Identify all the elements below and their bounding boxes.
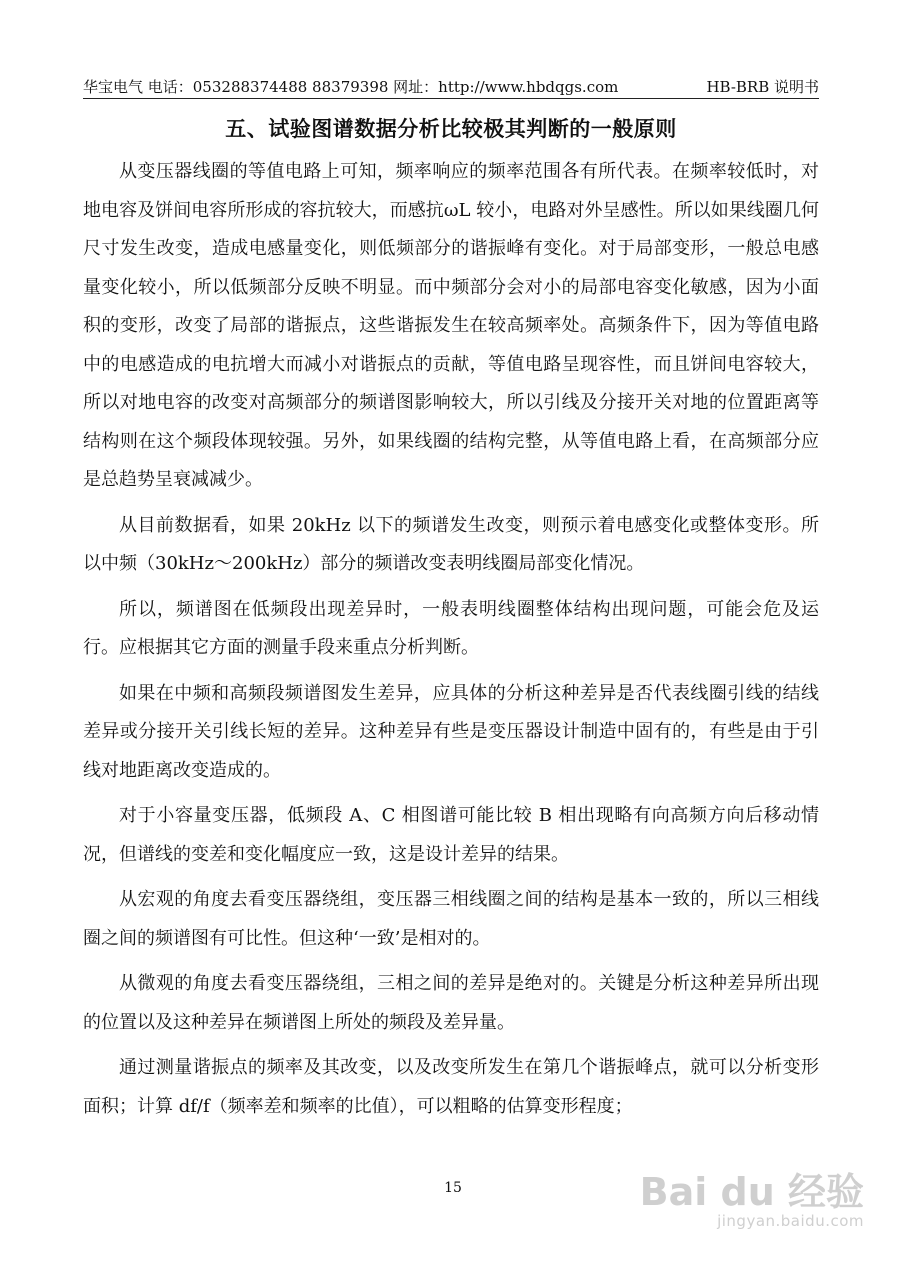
page-number: 15 (444, 1180, 462, 1196)
section-title: 五、试验图谱数据分析比较极其判断的一般原则 (225, 116, 677, 141)
paragraph: 如果在中频和高频段频谱图发生差异，应具体的分析这种差异是否代表线圈引线的结线差异或分接开关引线长短的差异。这种差异有些是变压器设计制造中固有的，有些是由于引线对地距离改变造成的。 (83, 682, 819, 781)
baidu-jingyan-watermark (640, 1172, 864, 1230)
paragraph: 从变压器线圈的等值电路上可知，频率响应的频率范围各有所代表。在频率较低时，对地电容及饼间电容所形成的容抗较大，而感抗ωL 较小，电路对外呈感性。所以如果线圈几何尺寸发生改变，造成电感量变化，则低频部分的谐振峰有变化。对于局部变形，一般总电感量变化较小，所以低频部分反映不明显。而中频部分会对小的局部电容变化敏感，因为小面积的变形，改变了局部的谐振点，这些谐振发生在较高频率处。高频条件下，因为等值电路中的电感造成的电抗增大而减小对谐振点的贡献，等值电路呈现容性，而且饼间电容较大，所以对地电容的改变对高频部分的频谱图影响较大，所以引线及分接开关对地的位置距离等结构则在这个频段体现较强。另外，如果线圈的结构完整，从等值电路上看，在高频部分应是总趋势呈衰减减少。 (83, 161, 819, 490)
document-body (83, 153, 819, 1133)
page-header (83, 78, 819, 99)
paragraph: 从宏观的角度去看变压器绕组，变压器三相线圈之间的结构是基本一致的，所以三相线圈之间的频谱图有可比性。但这种‘一致’是相对的。 (83, 889, 819, 949)
paragraph: 所以，频谱图在低频段出现差异时，一般表明线圈整体结构出现问题，可能会危及运行。应根据其它方面的测量手段来重点分析判断。 (83, 598, 819, 658)
watermark-url: jingyan.baidu.com (717, 1212, 864, 1230)
paragraph: 从目前数据看，如果 20kHz 以下的频谱发生改变，则预示着电感变化或整体变形。所以中频（30kHz～200kHz）部分的频谱改变表明线圈局部变化情况。 (83, 514, 819, 574)
header-doc-name: HB-BRB 说明书 (706, 78, 819, 96)
paragraph: 从微观的角度去看变压器绕组，三相之间的差异是绝对的。关键是分析这种差异所出现的位置以及这种差异在频谱图上所处的频段及差异量。 (83, 973, 819, 1033)
header-contact: 华宝电气 电话：053288374488 88379398 网址：http://www.hbdqgs.com (83, 78, 619, 96)
watermark-logo: Bai du 经验 (639, 1170, 864, 1214)
paragraph: 对于小容量变压器，低频段 A、C 相图谱可能比较 B 相出现略有向高频方向后移动情况，但谱线的变差和变化幅度应一致，这是设计差异的结果。 (83, 805, 819, 865)
paragraph: 通过测量谐振点的频率及其改变，以及改变所发生在第几个谐振峰点，就可以分析变形面积；计算 df/f（频率差和频率的比值），可以粗略的估算变形程度； (83, 1057, 819, 1117)
